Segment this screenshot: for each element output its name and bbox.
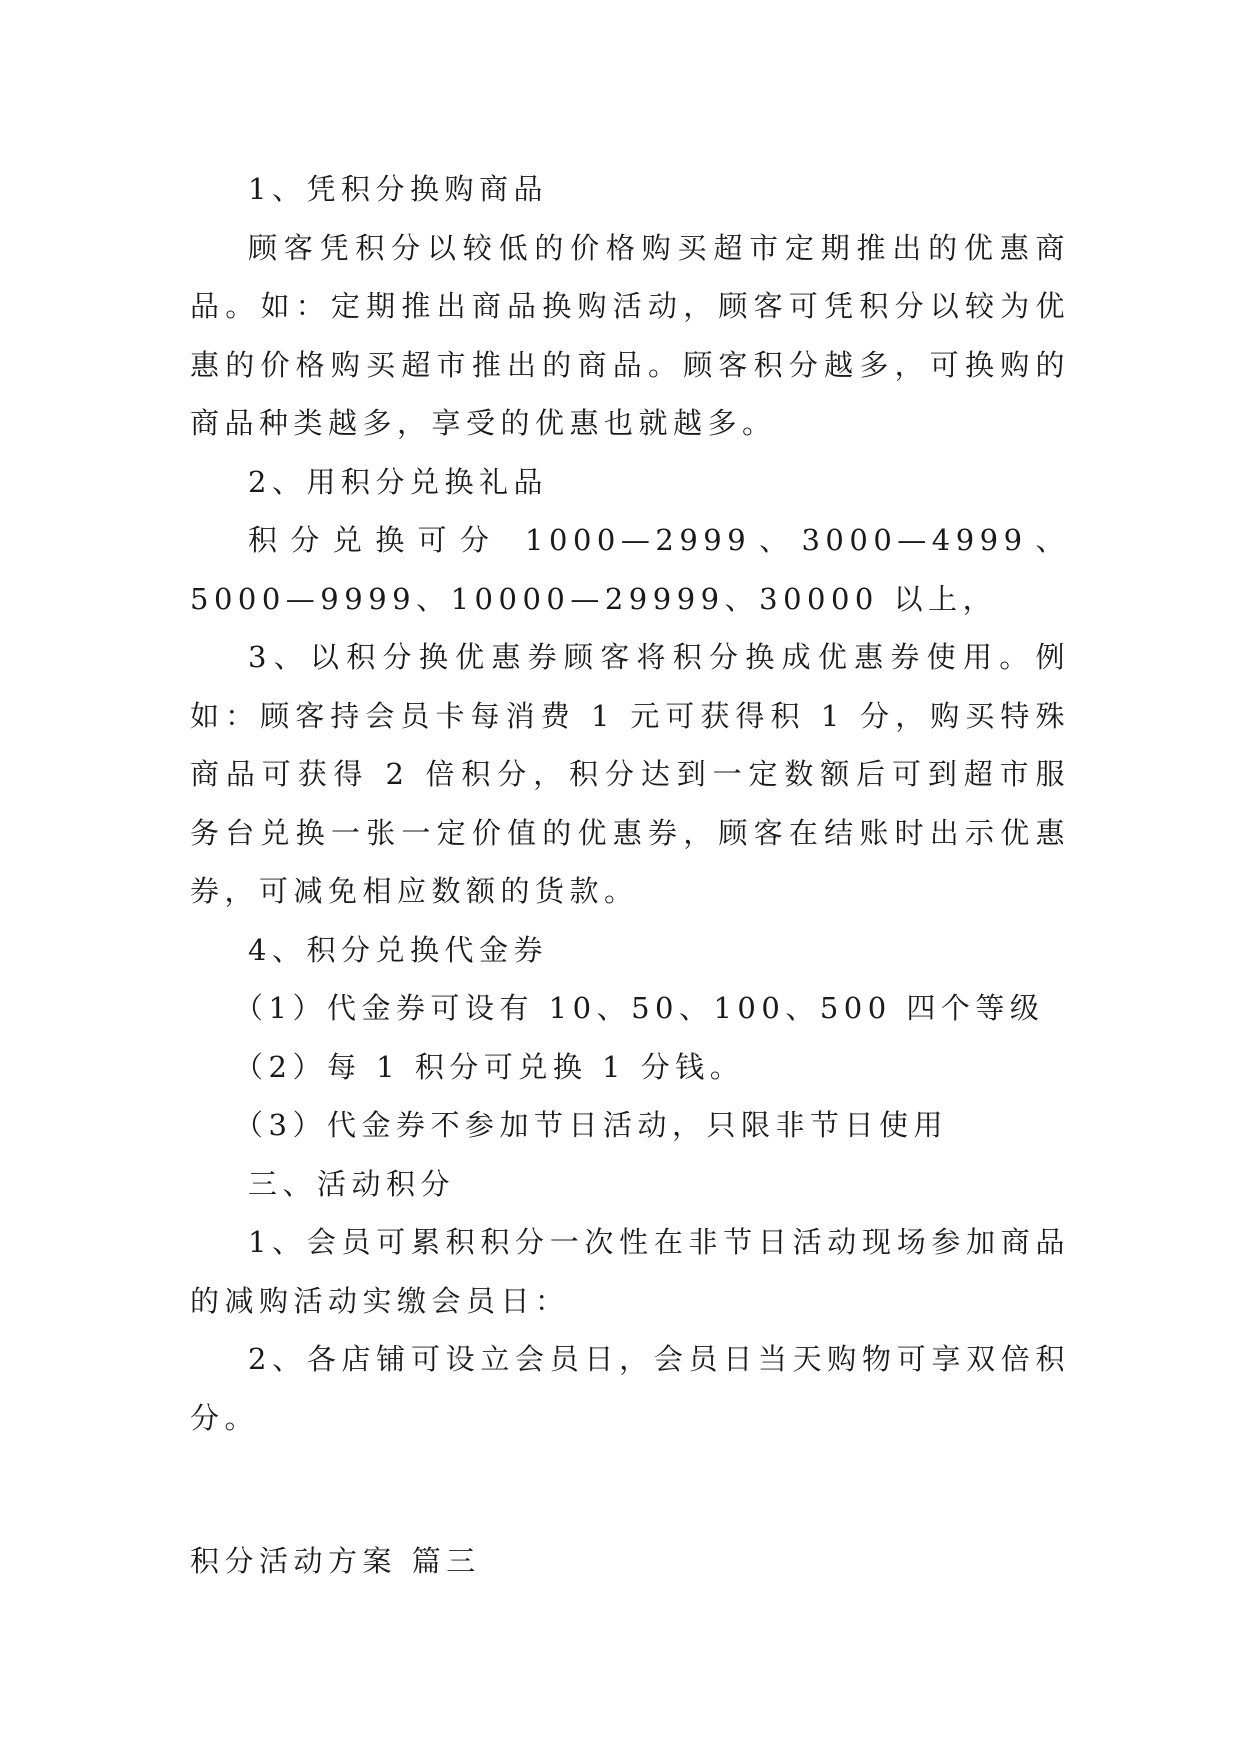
- sub-item-1: （1）代金券可设有 10、50、100、500 四个等级: [234, 991, 1045, 1025]
- paragraph-2: 积分兑换可分 1000—2999、3000—4999、5000—9999、10000—29999、30000 以上，: [190, 523, 1070, 616]
- section-heading-activity-points: 三、活动积分: [248, 1166, 456, 1201]
- paragraph-activity-1: 1、会员可累积积分一次性在非节日活动现场参加商品的减购活动实缴会员日：: [190, 1225, 1070, 1318]
- sub-item-3: （3）代金券不参加节日活动，只限非节日使用: [234, 1108, 948, 1142]
- document-body: [190, 160, 1070, 1591]
- section-title: 积分活动方案 篇三: [190, 1544, 481, 1578]
- paragraph-1: 顾客凭积分以较低的价格购买超市定期推出的优惠商品。如：定期推出商品换购活动，顾客可凭积分以较为优惠的价格购买超市推出的商品。顾客积分越多，可换购的商品种类越多，享受的优惠也就越多。: [190, 230, 1070, 440]
- item-heading-1: 1、凭积分换购商品: [248, 172, 548, 206]
- item-heading-4: 4、积分兑换代金券: [248, 932, 548, 967]
- paragraph-activity-2: 2、各店铺可设立会员日，会员日当天购物可享双倍积分。: [190, 1342, 1070, 1435]
- item-heading-2: 2、用积分兑换礼品: [248, 464, 548, 499]
- sub-item-2: （2）每 1 积分可兑换 1 分钱。: [234, 1049, 745, 1084]
- paragraph-3: 3、以积分换优惠券顾客将积分换成优惠券使用。例如：顾客持会员卡每消费 1 元可获得积 1 分，购买特殊商品可获得 2 倍积分，积分达到一定数额后可到超市服务台兑换一张一定价值的优惠券，顾客在结账时出示优惠券，可减免相应数额的货款。: [190, 640, 1070, 908]
